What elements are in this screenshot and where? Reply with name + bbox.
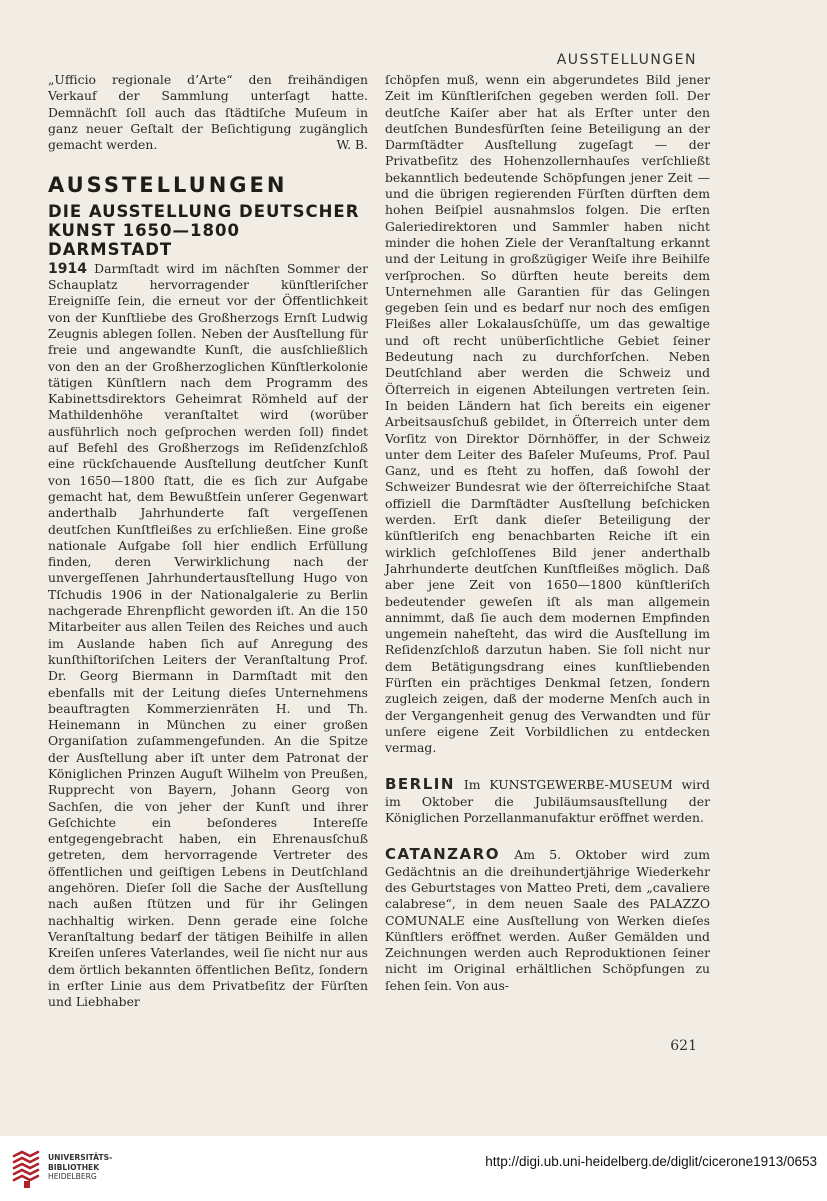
berlin-text: Im KUNSTGEWERBE-MUSEUM wird im Oktober die Jubiläumsausſtellung der Königlichen Porzellanmanufaktur eröffnet werden.	[385, 777, 710, 826]
library-line-1: UNIVERSITÄTS-	[48, 1153, 113, 1162]
intro-text: „Ufficio regionale d’Arte“ den freihändigen Verkauf der Sammlung unterſagt hatte. Demnächſt ſoll auch das ſtädtiſche Muſeum in ganz neuer Geſtalt der Beſichtigung zugänglich gemacht werden.	[48, 72, 368, 153]
running-head: AUSSTELLUNGEN	[556, 52, 697, 68]
berlin-notice	[385, 776, 710, 826]
intro-signature: W. B.	[336, 137, 368, 153]
article-body: Darmſtadt wird im nächſten Sommer der Schauplatz hervorragender künſtleriſcher Ereigniſſe ſein, die erneut vor der Öffentlichkeit von der Kunſtliebe des Großherzogs Ernſt Ludwig Zeugnis ablegen ſollen. Neben der Ausſtellung für freie und angewandte Kunſt, die ausſchließlich von den an der Großherzoglichen Künſtlerkolonie tätigen Künſtlern nach dem Programm des Kabinettsdirektors Geheimrat Römheld auf der Mathildenhöhe veranſtaltet wird (worüber ausführlich noch geſprochen werden ſoll) findet auf Befehl des Großherzogs im Reſidenzſchloß eine rückſchauende Ausſtellung deutſcher Kunſt von 1650—1800 ſtatt, die es ſich zur Aufgabe gemacht hat, dem Bewußtſein unſerer Gegenwart anderthalb Jahrhunderte faſt vergeſſenen deutſchen Kunſtfleißes zu erſchließen. Eine große nationale Aufgabe ſoll hier endlich Erfüllung finden, deren Verwirklichung nach der unvergeſſenen Jahrhundertausſtellung Hugo von Tſchudis 1906 in der Nationalgalerie zu Berlin nachgerade Ehrenpflicht geworden iſt. An die 150 Mitarbeiter aus allen Teilen des Reiches und auch im Auslande haben ſich auf Anregung des kunſthiſtoriſchen Leiters der Veranſtaltung Prof. Dr. Georg Biermann in Darmſtadt mit den ebenfalls mit der Leitung dieſes Unternehmens beauftragten Kommerzienräten H. und Th. Heinemann in München zu einer großen Organiſation zuſammengefunden. An die Spitze der Ausſtellung aber iſt unter dem Patronat der Königlichen Prinzen Auguſt Wilhelm von Preußen, Rupprecht von Bayern, Johann Georg von Sachſen, die von jeher der Kunſt und ihrer Geſchichte ein beſonderes Intereſſe entgegengebracht haben, ein Ehrenausſchuß getreten, dem hervorragende Vertreter des öffentlichen und geiſtigen Lebens in Deutſchland angehören. Dieſer ſoll die Sache der Ausſtellung nach außen ſtützen und für ihr Gelingen nachhaltig wirken. Denn gerade eine ſolche Veranſtaltung bedarf der tätigen Beihilfe in allen Kreiſen unſeres Vaterlandes, weil ſie nicht nur aus dem örtlich bekannten öffentlichen Beſitz, ſondern in erſter Linie aus dem Privatbeſitz der Fürſten und Liebhaber	[48, 260, 368, 1010]
source-url-link[interactable]: http://digi.ub.uni-heidelberg.de/diglit/cicerone1913/0653	[485, 1154, 817, 1169]
catanzaro-notice	[385, 846, 710, 994]
footer-bar	[0, 1136, 827, 1201]
catanzaro-city: CATANZARO	[385, 845, 500, 864]
article-title: DIE AUSSTELLUNG DEUTSCHER KUNST 1650—1800 DARMSTADT	[48, 201, 360, 259]
continuation-paragraph: ſchöpfen muß, wenn ein abgerundetes Bild jener Zeit im Künſtleriſchen gegeben werden ſoll. Der deutſche Kaiſer aber hat als Erſter unter den deutſchen Bundesfürſten ſeine Beteiligung an der Darmſtädter Ausſtellung zugeſagt — der Privatbeſitz des Hohenzollernhauſes verſchließt bekanntlich bedeutende Schöpfungen jener Zeit — und die übrigen regierenden Fürſten dürften dem hohen Beiſpiel ausnahmslos folgen. Die erſten Galeriedirektoren und Sammler haben nicht minder die hohen Ziele der Veranſtaltung erkannt und der Leitung in großzügiger Weiſe ihre Beihilfe verſprochen. So dürften heute bereits dem Unternehmen alle Garantien für das Gelingen gegeben ſein und es bedarf nur noch des emſigen Fleißes aller Lokalausſchüſſe, um das gewaltige und oft recht unüberſichtliche Gebiet ſeiner Bedeutung nach zu durchforſchen. Neben Deutſchland aber werden die Schweiz und Öſterreich in eigenen Abteilungen vertreten ſein. In beiden Ländern hat ſich bereits ein eigener Arbeitsausſchuß gebildet, in Öſterreich unter dem Vorſitz von Direktor Dörnhöffer, in der Schweiz unter dem Leiter des Baſeler Muſeums, Prof. Paul Ganz, und es ſteht zu hoffen, daß ſowohl der Schweizer Bundesrat wie der öſterreichiſche Staat offiziell die Darmſtädter Ausſtellung beſchicken werden. Erſt dank dieſer Beteiligung der künſtleriſch eng benachbarten Reiche iſt ein wirklich geſchloſſenes Bild jener anderthalb Jahrhunderte deutſchen Kunſtfleißes möglich. Daß aber jene Zeit von 1650—1800 künſtleriſch bedeutender geweſen iſt als man allgemein annimmt, daß ſie auch dem modernen Empfinden ungemein naheſteht, das wird die Ausſtellung im Reſidenzſchloß darzutun haben. Sie ſoll nicht nur dem Betätigungsdrang eines kunſtliebenden Fürſten ein prächtiges Denkmal ſetzen, ſondern zugleich zeigen, daß der moderne Menſch auch in der Vergangenheit genug des Verwandten und für unſere eigene Zeit Vorbildlichen zu entdecken vermag.	[385, 72, 710, 756]
library-name	[48, 1153, 112, 1182]
left-column	[48, 72, 368, 1010]
berlin-city: BERLIN	[385, 775, 455, 794]
library-line-3: HEIDELBERG	[48, 1172, 97, 1181]
page-number: 621	[670, 1038, 697, 1054]
right-column	[385, 72, 710, 994]
library-line-2: BIBLIOTHEK	[48, 1162, 100, 1172]
university-library-logo-icon	[10, 1150, 44, 1190]
catanzaro-text: Am 5. Oktober wird zum Gedächtnis an die dreihundertjährige Wiederkehr des Geburtstages von Matteo Preti, dem „cavaliere calabrese“, in dem neuen Saale des PALAZZO COMUNALE eine Ausſtellung von Werken dieſes Künſtlers eröffnet werden. Außer Gemälden und Zeichnungen werden auch Reproduktionen ſeiner nicht im Original erhältlichen Schöpfungen zu ſehen ſein. Von aus-	[385, 847, 710, 993]
article-year: 1914	[48, 260, 87, 277]
section-title: AUSSTELLUNGEN	[48, 173, 288, 198]
article-paragraph	[48, 261, 368, 1011]
